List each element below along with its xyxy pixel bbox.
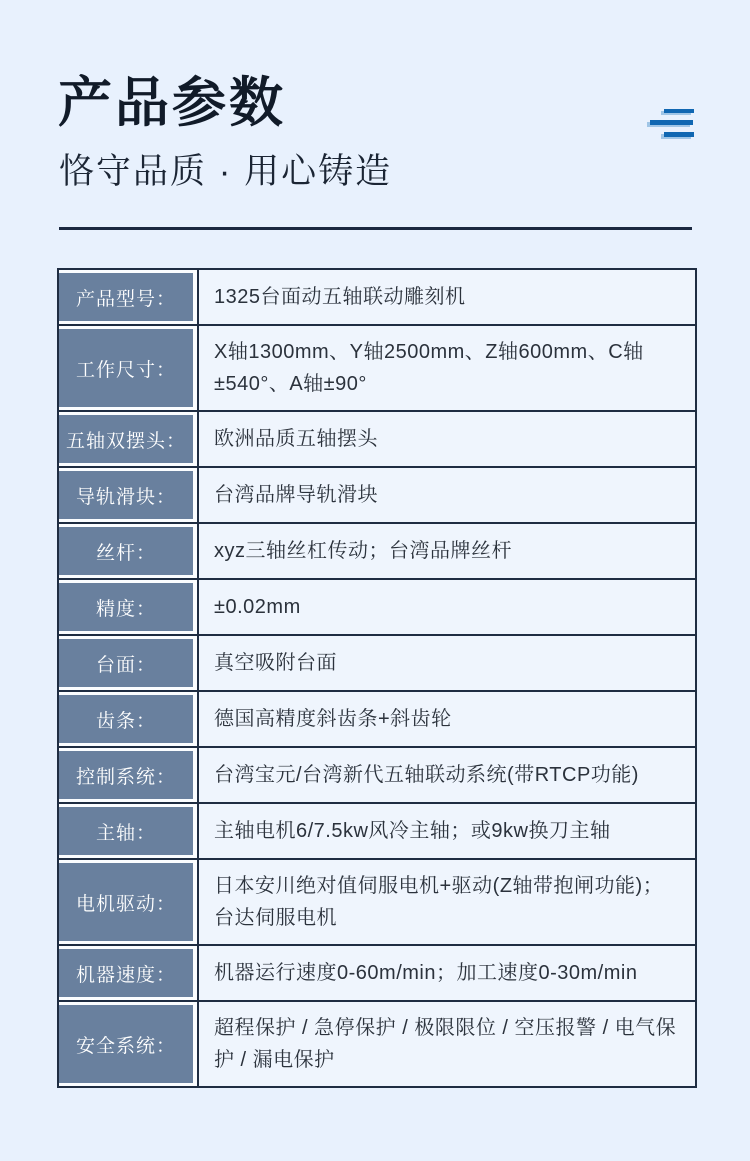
spec-table: [57, 268, 697, 1088]
spec-label: 机器速度：: [59, 946, 199, 1000]
spec-row: [59, 1002, 695, 1086]
spec-value: X轴1300mm、Y轴2500mm、Z轴600mm、C轴±540°、A轴±90°: [199, 326, 695, 410]
spec-value: 真空吸附台面: [199, 636, 695, 690]
spec-value: 台湾品牌导轨滑块: [199, 468, 695, 522]
spec-value: 机器运行速度0-60m/min；加工速度0-30m/min: [199, 946, 695, 1000]
spec-value: 超程保护 / 急停保护 / 极限限位 / 空压报警 / 电气保护 / 漏电保护: [199, 1002, 695, 1086]
spec-value: 1325台面动五轴联动雕刻机: [199, 270, 695, 324]
spec-label: 工作尺寸：: [59, 326, 199, 410]
page-title: 产品参数: [58, 73, 286, 133]
spec-label: 丝杆：: [59, 524, 199, 578]
spec-label: 台面：: [59, 636, 199, 690]
spec-label: 精度：: [59, 580, 199, 634]
spec-row: [59, 860, 695, 946]
spec-row: [59, 946, 695, 1002]
spec-row: [59, 468, 695, 524]
spec-value: 德国高精度斜齿条+斜齿轮: [199, 692, 695, 746]
spec-row: [59, 636, 695, 692]
spec-label: 安全系统：: [59, 1002, 199, 1086]
spec-label: 控制系统：: [59, 748, 199, 802]
spec-label: 电机驱动：: [59, 860, 199, 944]
spec-label: 五轴双摆头：: [59, 412, 199, 466]
spec-value: 欧洲品质五轴摆头: [199, 412, 695, 466]
spec-label: 产品型号：: [59, 270, 199, 324]
spec-row: [59, 326, 695, 412]
spec-value: ±0.02mm: [199, 580, 695, 634]
spec-value: xyz三轴丝杠传动；台湾品牌丝杆: [199, 524, 695, 578]
spec-label: 齿条：: [59, 692, 199, 746]
spec-row: [59, 804, 695, 860]
spec-value: 日本安川绝对值伺服电机+驱动(Z轴带抱闸功能)；台达伺服电机: [199, 860, 695, 944]
triple-bars-icon: [650, 109, 694, 138]
spec-row: [59, 524, 695, 580]
bar-bottom: [664, 132, 694, 137]
header-divider: [59, 227, 692, 230]
spec-row: [59, 270, 695, 326]
bar-middle: [650, 120, 693, 125]
spec-value: 主轴电机6/7.5kw风冷主轴；或9kw换刀主轴: [199, 804, 695, 858]
page-subtitle: 恪守品质 · 用心铸造: [59, 152, 393, 191]
bar-top: [664, 109, 694, 113]
spec-row: [59, 412, 695, 468]
spec-row: [59, 580, 695, 636]
spec-row: [59, 748, 695, 804]
spec-label: 主轴：: [59, 804, 199, 858]
spec-value: 台湾宝元/台湾新代五轴联动系统(带RTCP功能): [199, 748, 695, 802]
spec-label: 导轨滑块：: [59, 468, 199, 522]
spec-row: [59, 692, 695, 748]
